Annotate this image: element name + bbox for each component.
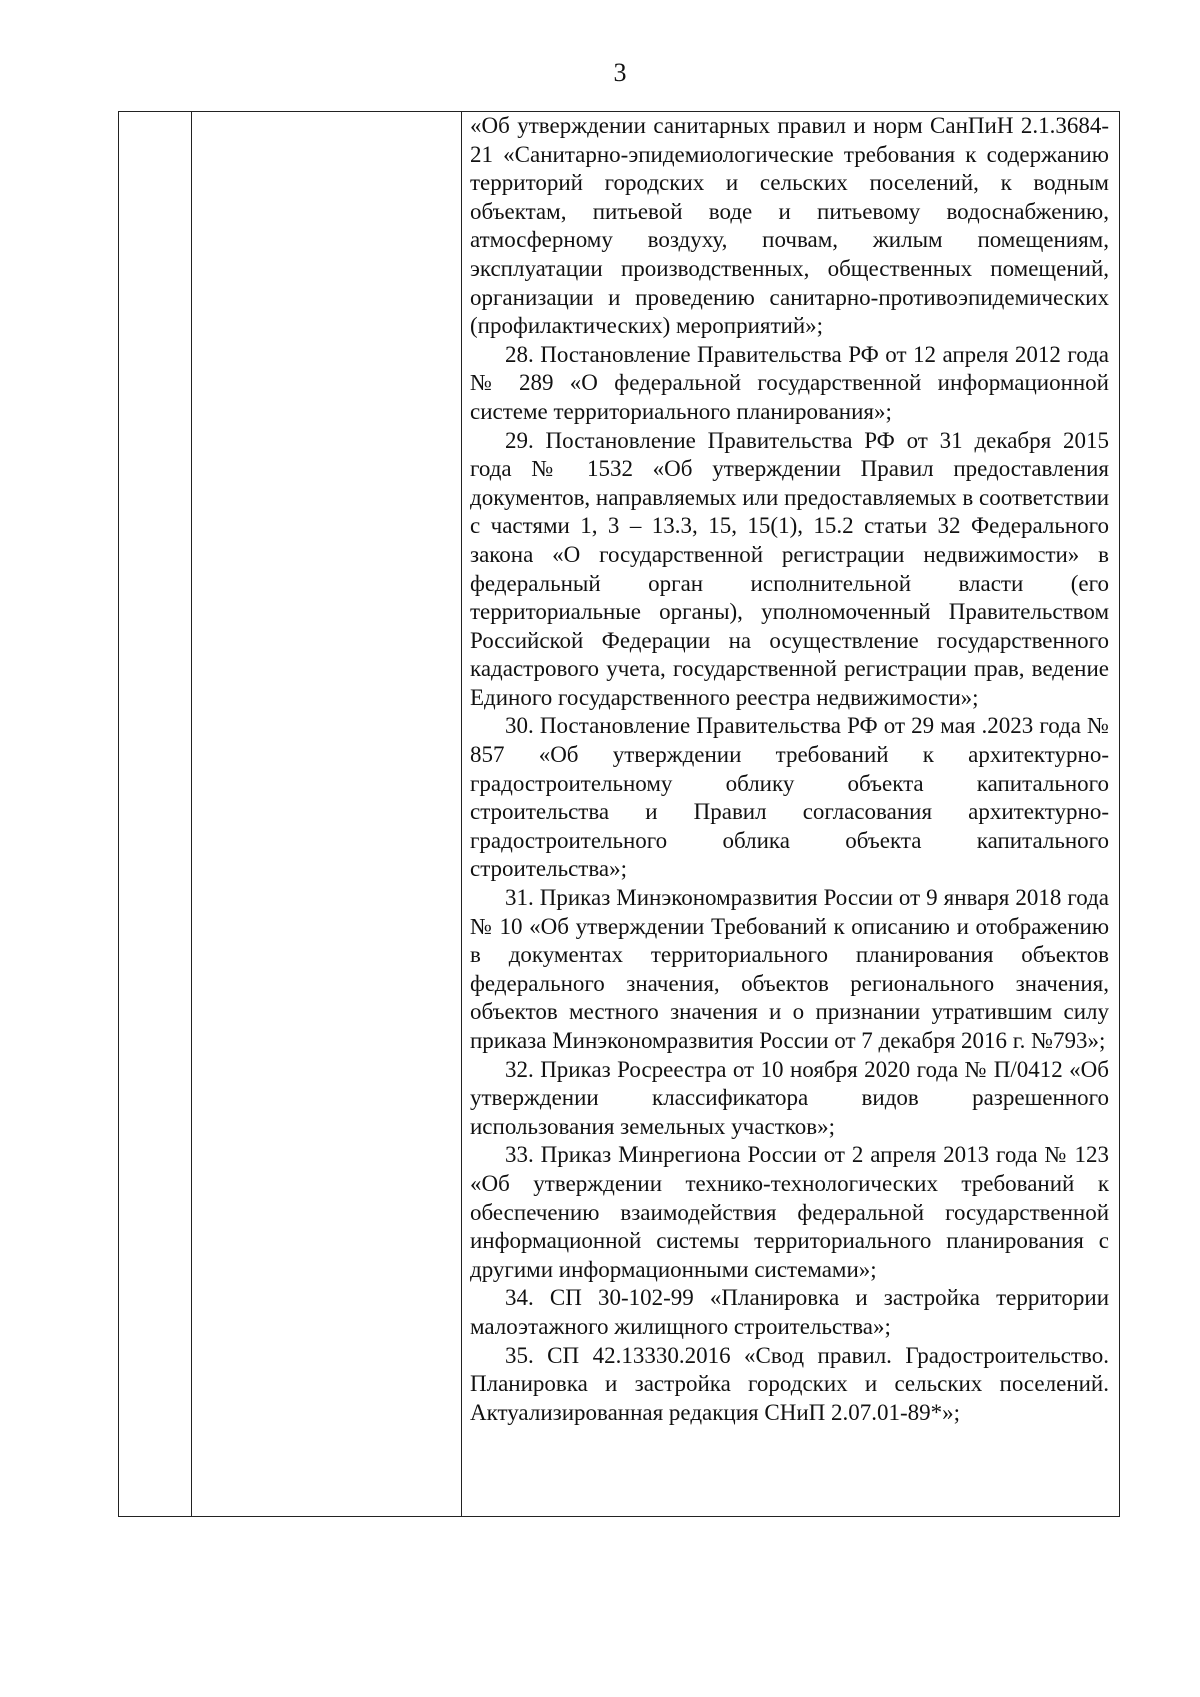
column-divider-1: [191, 112, 192, 1516]
document-table: [118, 111, 1120, 1517]
entry-34: 34. СП 30-102-99 «Планировка и застройка территории малоэтажного жилищного строительства»;: [470, 1285, 1109, 1339]
column-divider-2: [461, 112, 462, 1516]
entry-31: 31. Приказ Минэкономразвития России от 9 января 2018 года № 10 «Об утверждении Требований к описанию и отображению в документах территориального планирования объектов федерального значения, объектов регионального значения, объектов местного значения и о признании утратившим силу приказа Минэкономразвития России от 7 декабря 2016 г. №793»;: [470, 885, 1109, 1053]
entry-30: 30. Постановление Правительства РФ от 29 мая .2023 года № 857 «Об утверждении требований к архитектурно-градостроительному облику объекта капитального строительства и Правил согласования архитектурно-градостроительного облика объекта капитального строительства»;: [470, 713, 1109, 882]
entry-continuation: «Об утверждении санитарных правил и норм СанПиН 2.1.3684-21 «Санитарно-эпидемиологические требования к содержанию территорий городских и сельских поселений, к водным объектам, питьевой воде и питьевому водоснабжению, атмосферному воздуху, почвам, жилым помещениям, эксплуатации производственных, общественных помещений, организации и проведению санитарно-противоэпидемических (профилактических) мероприятий»;: [470, 113, 1109, 339]
page-number: 3: [613, 58, 627, 87]
entry-29: 29. Постановление Правительства РФ от 31 декабря 2015 года № 1532 «Об утверждении Правил предоставления документов, направляемых или предоставляемых в соответствии с частями 1, 3 – 13.3, 15, 15(1), 15.2 статьи 32 Федерального закона «О государственной регистрации недвижимости» в федеральный орган исполнительной власти (его территориальные органы), уполномоченный Правительством Российской Федерации на осуществление государственного кадастрового учета, государственной регистрации прав, ведение Единого государственного реестра недвижимости»;: [470, 427, 1109, 710]
table-text-cell: [470, 112, 1109, 1427]
entry-35: 35. СП 42.13330.2016 «Свод правил. Градостроительство. Планировка и застройка городских и сельских поселений. Актуализированная редакция СНиП 2.07.01-89*»;: [470, 1342, 1109, 1425]
entry-32: 32. Приказ Росреестра от 10 ноября 2020 года № П/0412 «Об утверждении классификатора видов разрешенного использования земельных участков»;: [470, 1056, 1109, 1139]
entry-33: 33. Приказ Минрегиона России от 2 апреля 2013 года № 123 «Об утверждении технико-технологических требований к обеспечению взаимодействия федеральной государственной информационной системы территориального планирования с другими информационными системами»;: [470, 1142, 1109, 1282]
entry-28: 28. Постановление Правительства РФ от 12 апреля 2012 года № 289 «О федеральной государственной информационной системе территориального планирования»;: [470, 341, 1109, 424]
